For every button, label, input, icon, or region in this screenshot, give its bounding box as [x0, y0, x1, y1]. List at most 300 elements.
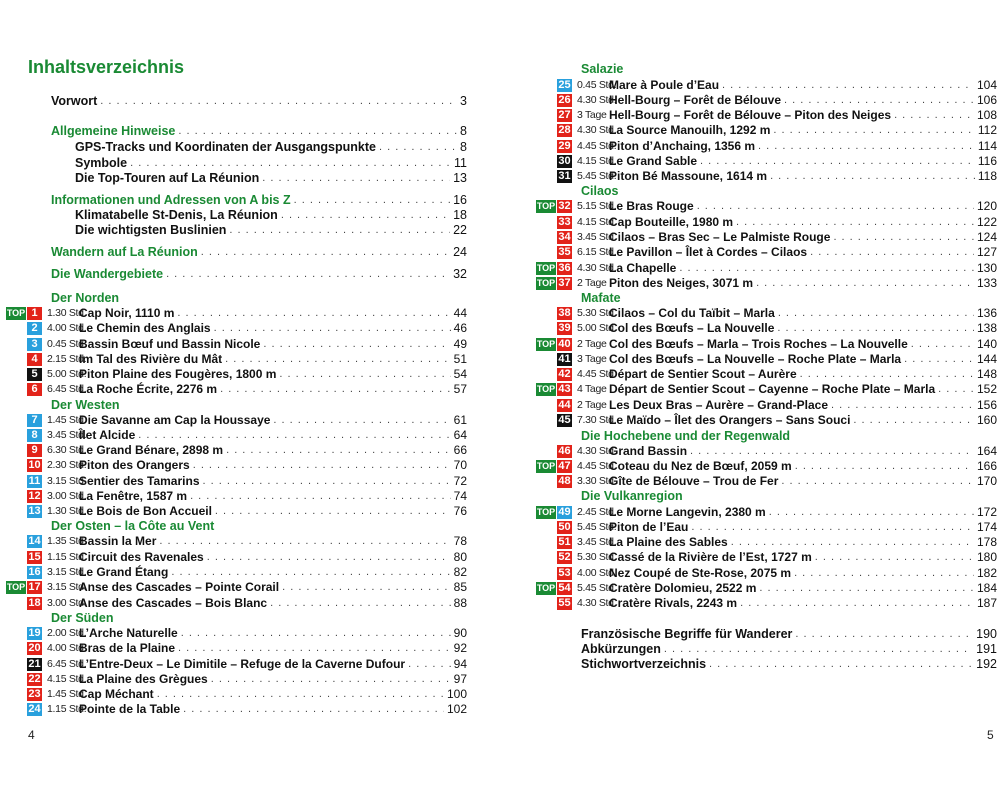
page-ref: 8	[460, 139, 467, 154]
page-ref: 108	[976, 108, 997, 122]
top-tour-badge: TOP	[6, 582, 26, 592]
toc-tour-entry[interactable]	[557, 474, 997, 489]
toc-tour-entry[interactable]	[27, 474, 467, 489]
tour-number-badge: 22	[28, 673, 41, 685]
tour-duration: 3 Tage	[577, 353, 607, 365]
tour-title: Circuit des Ravenales	[79, 550, 204, 564]
toc-tour-entry[interactable]	[557, 108, 997, 123]
leader-dots	[911, 337, 974, 352]
tour-title: Grand Bassin	[609, 444, 688, 458]
tour-duration: 0.45 Std.	[47, 338, 87, 350]
toc-tour-entry[interactable]	[27, 565, 467, 580]
leader-dots	[740, 596, 974, 611]
leader-dots	[894, 108, 974, 123]
leader-dots	[736, 215, 974, 230]
tour-number-badge: 46	[558, 445, 571, 457]
tour-duration: 4.45 Std.	[577, 140, 617, 152]
toc-tour-entry[interactable]	[557, 230, 997, 245]
leader-dots	[215, 504, 451, 519]
leader-dots	[795, 459, 974, 474]
page-ref: 178	[976, 535, 997, 549]
tour-duration: 3.15 Std.	[47, 581, 87, 593]
toc-tour-entry[interactable]	[27, 626, 467, 641]
tour-title: Le Morne Langevin, 2380 m	[609, 505, 766, 519]
tour-title: Îlet Alcide	[79, 428, 136, 442]
tour-title: Piton d’Anchaing, 1356 m	[609, 139, 756, 153]
tour-duration: 5.30 Std.	[577, 551, 617, 563]
page-ref: 187	[976, 596, 997, 610]
page-ref: 66	[453, 443, 467, 457]
page-ref: 97	[453, 672, 467, 686]
tour-title: La Plaine des Sables	[609, 535, 728, 549]
toc-tour-entry[interactable]	[557, 123, 997, 138]
toc-tour-entry[interactable]	[557, 215, 997, 230]
tour-duration: 3.45 Std.	[47, 429, 87, 441]
page-ref: 114	[977, 139, 997, 153]
leader-dots	[193, 458, 451, 473]
leader-dots	[177, 306, 450, 321]
tour-title: Piton de l’Eau	[609, 520, 689, 534]
toc-tour-entry[interactable]	[27, 550, 467, 565]
page-ref: 61	[453, 413, 467, 427]
tour-title: Anse des Cascades – Bois Blanc	[79, 596, 268, 610]
toc-general-entry[interactable]	[51, 192, 467, 207]
toc-general-entry[interactable]	[75, 155, 467, 170]
leader-dots	[183, 702, 444, 717]
tour-title: Cratère Dolomieu, 2522 m	[609, 581, 757, 595]
leader-dots	[225, 352, 450, 367]
tour-title: Nez Coupé de Ste-Rose, 2075 m	[609, 566, 792, 580]
toc-general-entry[interactable]	[581, 656, 997, 671]
toc-tour-entry[interactable]	[557, 367, 997, 382]
page-ref: 3	[460, 93, 467, 108]
leader-dots	[201, 246, 450, 258]
leader-dots	[679, 261, 974, 276]
leader-dots	[157, 687, 444, 702]
tour-title: Le Pavillon – Îlet à Cordes – Cilaos	[609, 245, 808, 259]
tour-duration: 4.45 Std.	[577, 460, 617, 472]
toc-tour-entry[interactable]	[27, 443, 467, 458]
tour-duration: 4.15 Std.	[577, 216, 617, 228]
top-tour-badge: TOP	[6, 308, 26, 318]
leader-dots	[220, 382, 451, 397]
page-ref: 127	[976, 245, 997, 259]
leader-dots	[100, 95, 457, 107]
tour-duration: 4.15 Std.	[577, 155, 617, 167]
toc-tour-entry[interactable]	[27, 458, 467, 473]
leader-dots	[781, 474, 974, 489]
tour-title: Cratère Rivals, 2243 m	[609, 596, 738, 610]
page-ref: 192	[976, 656, 997, 671]
toc-tour-entry[interactable]	[536, 276, 997, 291]
tour-number-badge: 4	[27, 353, 42, 366]
tour-number-badge: 35	[558, 246, 571, 258]
tour-number-badge: 43	[558, 383, 571, 395]
page-ref: 112	[977, 123, 997, 137]
leader-dots	[379, 141, 457, 153]
tour-duration: 4.15 Std.	[47, 673, 87, 685]
tour-number-badge: 7	[27, 414, 42, 427]
page-ref: 8	[460, 123, 467, 138]
tour-title: Col des Bœufs – La Nouvelle	[609, 321, 775, 335]
tour-duration: 4.00 Std.	[577, 567, 617, 579]
entry-title: Klimatabelle St-Denis, La Réunion	[75, 207, 278, 222]
tour-number-badge: 51	[558, 536, 571, 548]
tour-duration: 6.15 Std.	[577, 246, 617, 258]
page-number-left: 4	[28, 728, 35, 742]
tour-duration: 1.45 Std.	[47, 414, 87, 426]
toc-tour-entry[interactable]	[557, 93, 997, 108]
tour-duration: 4.30 Std.	[577, 124, 617, 136]
tour-duration: 3.00 Std.	[47, 597, 87, 609]
tour-title: Cilaos – Col du Taïbit – Marla	[609, 306, 775, 320]
leader-dots	[171, 565, 450, 580]
tour-title: La Source Manouilh, 1292 m	[609, 123, 771, 137]
toc-tour-entry[interactable]	[27, 504, 467, 519]
tour-title: Anse des Cascades – Pointe Corail	[79, 580, 280, 594]
entry-title: Vorwort	[51, 93, 98, 108]
page-ref: 191	[976, 641, 997, 656]
page-ref: 22	[453, 222, 467, 237]
toc-tour-entry[interactable]	[27, 382, 467, 397]
leader-dots	[262, 172, 450, 184]
page-ref: 100	[446, 687, 467, 701]
leader-dots	[773, 123, 974, 138]
tour-duration: 3.45 Std.	[577, 231, 617, 243]
toc-tour-entry[interactable]	[557, 352, 997, 367]
entry-title: Allgemeine Hinweise	[51, 123, 176, 138]
tour-number-badge: 19	[28, 627, 41, 639]
tour-title: Piton des Orangers	[79, 458, 190, 472]
tour-number-badge: 42	[558, 368, 571, 380]
leader-dots	[226, 443, 451, 458]
page-ref: 156	[976, 398, 997, 412]
leader-dots	[214, 321, 451, 336]
leader-dots	[130, 157, 451, 169]
top-tour-badge: TOP	[536, 461, 556, 471]
tour-duration: 6.45 Std.	[47, 383, 87, 395]
toc-tour-entry[interactable]	[557, 306, 997, 321]
tour-duration: 2 Tage	[577, 399, 607, 411]
entry-title: Abkürzungen	[581, 641, 661, 656]
tour-number-badge: 53	[558, 567, 571, 579]
toc-tour-entry[interactable]	[536, 581, 997, 596]
tour-title: Piton Plaine des Fougères, 1800 m	[79, 367, 277, 381]
tour-duration: 2.00 Std.	[47, 627, 87, 639]
region-heading: Die Vulkanregion	[581, 489, 683, 503]
toc-general-entry[interactable]	[581, 641, 997, 656]
leader-dots	[938, 382, 974, 397]
toc-tour-entry[interactable]	[27, 702, 467, 717]
toc-tour-entry[interactable]	[536, 199, 997, 214]
tour-number-badge: 24	[28, 703, 41, 715]
leader-dots	[178, 125, 457, 137]
page-ref: 49	[453, 337, 467, 351]
toc-tour-entry[interactable]	[557, 413, 997, 428]
page-ref: 82	[453, 565, 467, 579]
region-heading: Salazie	[581, 62, 624, 76]
tour-title: Le Grand Bénare, 2898 m	[79, 443, 224, 457]
tour-duration: 1.30 Std.	[47, 307, 87, 319]
page-title: Inhaltsverzeichnis	[28, 57, 185, 77]
tour-title: Hell-Bourg – Forêt de Bélouve – Piton des Neiges	[609, 108, 892, 122]
tour-title: Le Bras Rouge	[609, 199, 694, 213]
toc-tour-entry[interactable]	[27, 596, 467, 611]
leader-dots	[815, 550, 974, 565]
tour-duration: 5.00 Std.	[47, 368, 87, 380]
toc-general-entry[interactable]	[75, 207, 467, 222]
leader-dots	[294, 194, 450, 206]
page-number-right: 5	[987, 728, 994, 742]
tour-duration: 1.15 Std.	[47, 551, 87, 563]
entry-title: Wandern auf La Réunion	[51, 244, 198, 259]
tour-title: Die Savanne am Cap la Houssaye	[79, 413, 271, 427]
tour-title: Pointe de la Table	[79, 702, 181, 716]
page-ref: 138	[976, 321, 997, 335]
toc-tour-entry[interactable]	[6, 580, 467, 595]
toc-tour-entry[interactable]	[557, 398, 997, 413]
tour-number-badge: 17	[28, 581, 41, 593]
toc-general-entry[interactable]	[51, 266, 467, 281]
region-heading: Cilaos	[581, 184, 619, 198]
leader-dots	[831, 398, 974, 413]
entry-title: GPS-Tracks und Koordinaten der Ausgangspunkte	[75, 139, 376, 154]
toc-tour-entry[interactable]	[557, 154, 997, 169]
toc-tour-entry[interactable]	[557, 444, 997, 459]
leader-dots	[794, 566, 974, 581]
entry-title: Stichwortverzeichnis	[581, 656, 707, 671]
page-ref: 64	[453, 428, 467, 442]
tour-title: La Plaine des Grègues	[79, 672, 208, 686]
tour-number-badge: 50	[558, 521, 571, 533]
page-ref: 11	[454, 155, 467, 170]
page-ref: 148	[976, 367, 997, 381]
tour-number-badge: 38	[558, 307, 571, 319]
tour-number-badge: 5	[27, 368, 42, 381]
toc-tour-entry[interactable]	[536, 459, 997, 474]
page-ref: 144	[976, 352, 997, 366]
tour-number-badge: 26	[558, 94, 571, 106]
toc-general-entry[interactable]	[51, 93, 467, 108]
page-ref: 152	[976, 382, 997, 396]
tour-duration: 3.45 Std.	[577, 536, 617, 548]
tour-title: La Fenêtre, 1587 m	[79, 489, 188, 503]
page-ref: 85	[453, 580, 467, 594]
leader-dots	[731, 535, 974, 550]
tour-number-badge: 25	[558, 79, 571, 91]
toc-tour-entry[interactable]	[557, 566, 997, 581]
region-heading: Die Hochebene und der Regenwald	[581, 429, 791, 443]
tour-number-badge: 20	[28, 642, 41, 654]
page-ref: 160	[976, 413, 997, 427]
toc-general-entry[interactable]	[51, 123, 467, 138]
top-tour-badge: TOP	[536, 384, 556, 394]
page-ref: 104	[976, 78, 997, 92]
toc-tour-entry[interactable]	[27, 352, 467, 367]
page-ref: 122	[976, 215, 997, 229]
tour-duration: 5.45 Std.	[577, 170, 617, 182]
toc-tour-entry[interactable]	[27, 321, 467, 336]
page-ref: 124	[976, 230, 997, 244]
tour-duration: 5.15 Std.	[577, 200, 617, 212]
leader-dots	[756, 276, 974, 291]
leader-dots	[282, 580, 451, 595]
tour-number-badge: 48	[558, 475, 571, 487]
page-ref: 166	[976, 459, 997, 473]
leader-dots	[833, 230, 974, 245]
page-ref: 164	[976, 444, 997, 458]
tour-number-badge: 31	[558, 170, 571, 182]
tour-duration: 4.30 Std.	[577, 445, 617, 457]
toc-tour-entry[interactable]	[557, 139, 997, 154]
entry-title: Die Wandergebiete	[51, 266, 164, 281]
toc-tour-entry[interactable]	[27, 672, 467, 687]
tour-title: Cap Noir, 1110 m	[79, 306, 175, 320]
tour-number-badge: 8	[27, 429, 42, 442]
tour-number-badge: 27	[558, 109, 571, 121]
toc-tour-entry[interactable]	[27, 687, 467, 702]
tour-duration: 2 Tage	[577, 277, 607, 289]
leader-dots	[211, 672, 451, 687]
tour-number-badge: 21	[28, 658, 41, 670]
toc-tour-entry[interactable]	[557, 78, 997, 93]
tour-duration: 4 Tage	[577, 383, 607, 395]
entry-title: Die Top-Touren auf La Réunion	[75, 170, 260, 185]
leader-dots	[279, 367, 450, 382]
toc-tour-entry[interactable]	[557, 169, 997, 184]
top-tour-badge: TOP	[536, 339, 556, 349]
leader-dots	[758, 139, 975, 154]
tour-title: Bassin la Mer	[79, 534, 157, 548]
tour-number-badge: 23	[28, 688, 41, 700]
page-ref: 172	[976, 505, 997, 519]
toc-general-entry[interactable]	[75, 222, 467, 237]
tour-duration: 3.00 Std.	[47, 490, 87, 502]
toc-tour-entry[interactable]	[557, 321, 997, 336]
tour-title: Gîte de Bélouve – Trou de Fer	[609, 474, 779, 488]
tour-duration: 5.30 Std.	[577, 307, 617, 319]
tour-number-badge: 55	[558, 597, 571, 609]
tour-number-badge: 15	[28, 551, 41, 563]
tour-number-badge: 40	[558, 338, 571, 350]
tour-title: Le Maïdo – Îlet des Orangers – Sans Souci	[609, 413, 851, 427]
top-tour-badge: TOP	[536, 278, 556, 288]
region-heading: Der Norden	[51, 291, 120, 305]
page-ref: 76	[453, 504, 467, 518]
page-ref: 118	[977, 169, 997, 183]
page-ref: 18	[453, 207, 467, 222]
toc-tour-entry[interactable]	[27, 337, 467, 352]
leader-dots	[697, 199, 974, 214]
tour-title: Im Tal des Rivière du Mât	[79, 352, 223, 366]
toc-tour-entry[interactable]	[557, 550, 997, 565]
tour-title: Piton Bé Massoune, 1614 m	[609, 169, 768, 183]
tour-duration: 3 Tage	[577, 109, 607, 121]
tour-title: Mare à Poule d’Eau	[609, 78, 720, 92]
entry-title: Französische Begriffe für Wanderer	[581, 626, 793, 641]
page-ref: 13	[453, 170, 467, 185]
tour-duration: 3.30 Std.	[577, 475, 617, 487]
toc-tour-entry[interactable]	[27, 489, 467, 504]
tour-duration: 6.45 Std.	[47, 658, 87, 670]
toc-tour-entry[interactable]	[557, 535, 997, 550]
toc-general-entry[interactable]	[51, 244, 467, 259]
toc-tour-entry[interactable]	[27, 428, 467, 443]
entry-title: Symbole	[75, 155, 128, 170]
page-ref: 116	[977, 154, 997, 168]
tour-title: Cap Méchant	[79, 687, 154, 701]
leader-dots	[795, 628, 973, 640]
page-ref: 72	[453, 474, 467, 488]
tour-duration: 1.15 Std.	[47, 703, 87, 715]
tour-duration: 3.15 Std.	[47, 475, 87, 487]
toc-tour-entry[interactable]	[27, 534, 467, 549]
leader-dots	[722, 78, 974, 93]
page-ref: 74	[453, 489, 467, 503]
tour-number-badge: 13	[28, 505, 41, 517]
tour-number-badge: 9	[27, 444, 42, 457]
leader-dots	[273, 413, 450, 428]
tour-number-badge: 41	[558, 353, 571, 365]
leader-dots	[166, 268, 450, 280]
leader-dots	[770, 169, 975, 184]
tour-number-badge: 3	[27, 338, 42, 351]
leader-dots	[408, 657, 451, 672]
region-heading: Der Süden	[51, 611, 114, 625]
tour-number-badge: 54	[558, 582, 571, 594]
leader-dots	[281, 209, 450, 221]
toc-general-entry[interactable]	[75, 139, 467, 154]
tour-duration: 2.45 Std.	[577, 506, 617, 518]
toc-tour-entry[interactable]	[536, 382, 997, 397]
page-ref: 182	[976, 566, 997, 580]
tour-title: Sentier des Tamarins	[79, 474, 200, 488]
tour-duration: 7.30 Std.	[577, 414, 617, 426]
tour-duration: 6.30 Std.	[47, 444, 87, 456]
toc-tour-entry[interactable]	[557, 245, 997, 260]
toc-tour-entry[interactable]	[27, 367, 467, 382]
tour-number-badge: 30	[558, 155, 571, 167]
tour-title: Hell-Bourg – Forêt de Bélouve	[609, 93, 782, 107]
toc-tour-entry[interactable]	[536, 337, 997, 352]
leader-dots	[691, 520, 974, 535]
toc-general-entry[interactable]	[581, 626, 997, 641]
toc-tour-entry[interactable]	[536, 505, 997, 520]
toc-tour-entry[interactable]	[536, 261, 997, 276]
toc-tour-entry[interactable]	[557, 520, 997, 535]
page-ref: 184	[976, 581, 997, 595]
leader-dots	[190, 489, 451, 504]
page-ref: 94	[453, 657, 467, 671]
toc-tour-entry[interactable]	[27, 641, 467, 656]
tour-title: La Roche Écrite, 2276 m	[79, 382, 218, 396]
toc-tour-entry[interactable]	[6, 306, 467, 321]
toc-general-entry[interactable]	[75, 170, 467, 185]
tour-duration: 1.30 Std.	[47, 505, 87, 517]
page-ref: 51	[453, 352, 467, 366]
toc-tour-entry[interactable]	[27, 413, 467, 428]
tour-duration: 2.30 Std.	[47, 459, 87, 471]
region-heading: Der Westen	[51, 398, 120, 412]
page-ref: 102	[446, 702, 467, 716]
toc-tour-entry[interactable]	[27, 657, 467, 672]
tour-duration: 4.30 Std.	[577, 262, 617, 274]
tour-number-badge: 47	[558, 460, 571, 472]
tour-title: Col des Bœufs – La Nouvelle – Roche Plate – Marla	[609, 352, 902, 366]
entry-title: Die wichtigsten Buslinien	[75, 222, 227, 237]
toc-tour-entry[interactable]	[557, 596, 997, 611]
tour-number-badge: 2	[27, 322, 42, 335]
